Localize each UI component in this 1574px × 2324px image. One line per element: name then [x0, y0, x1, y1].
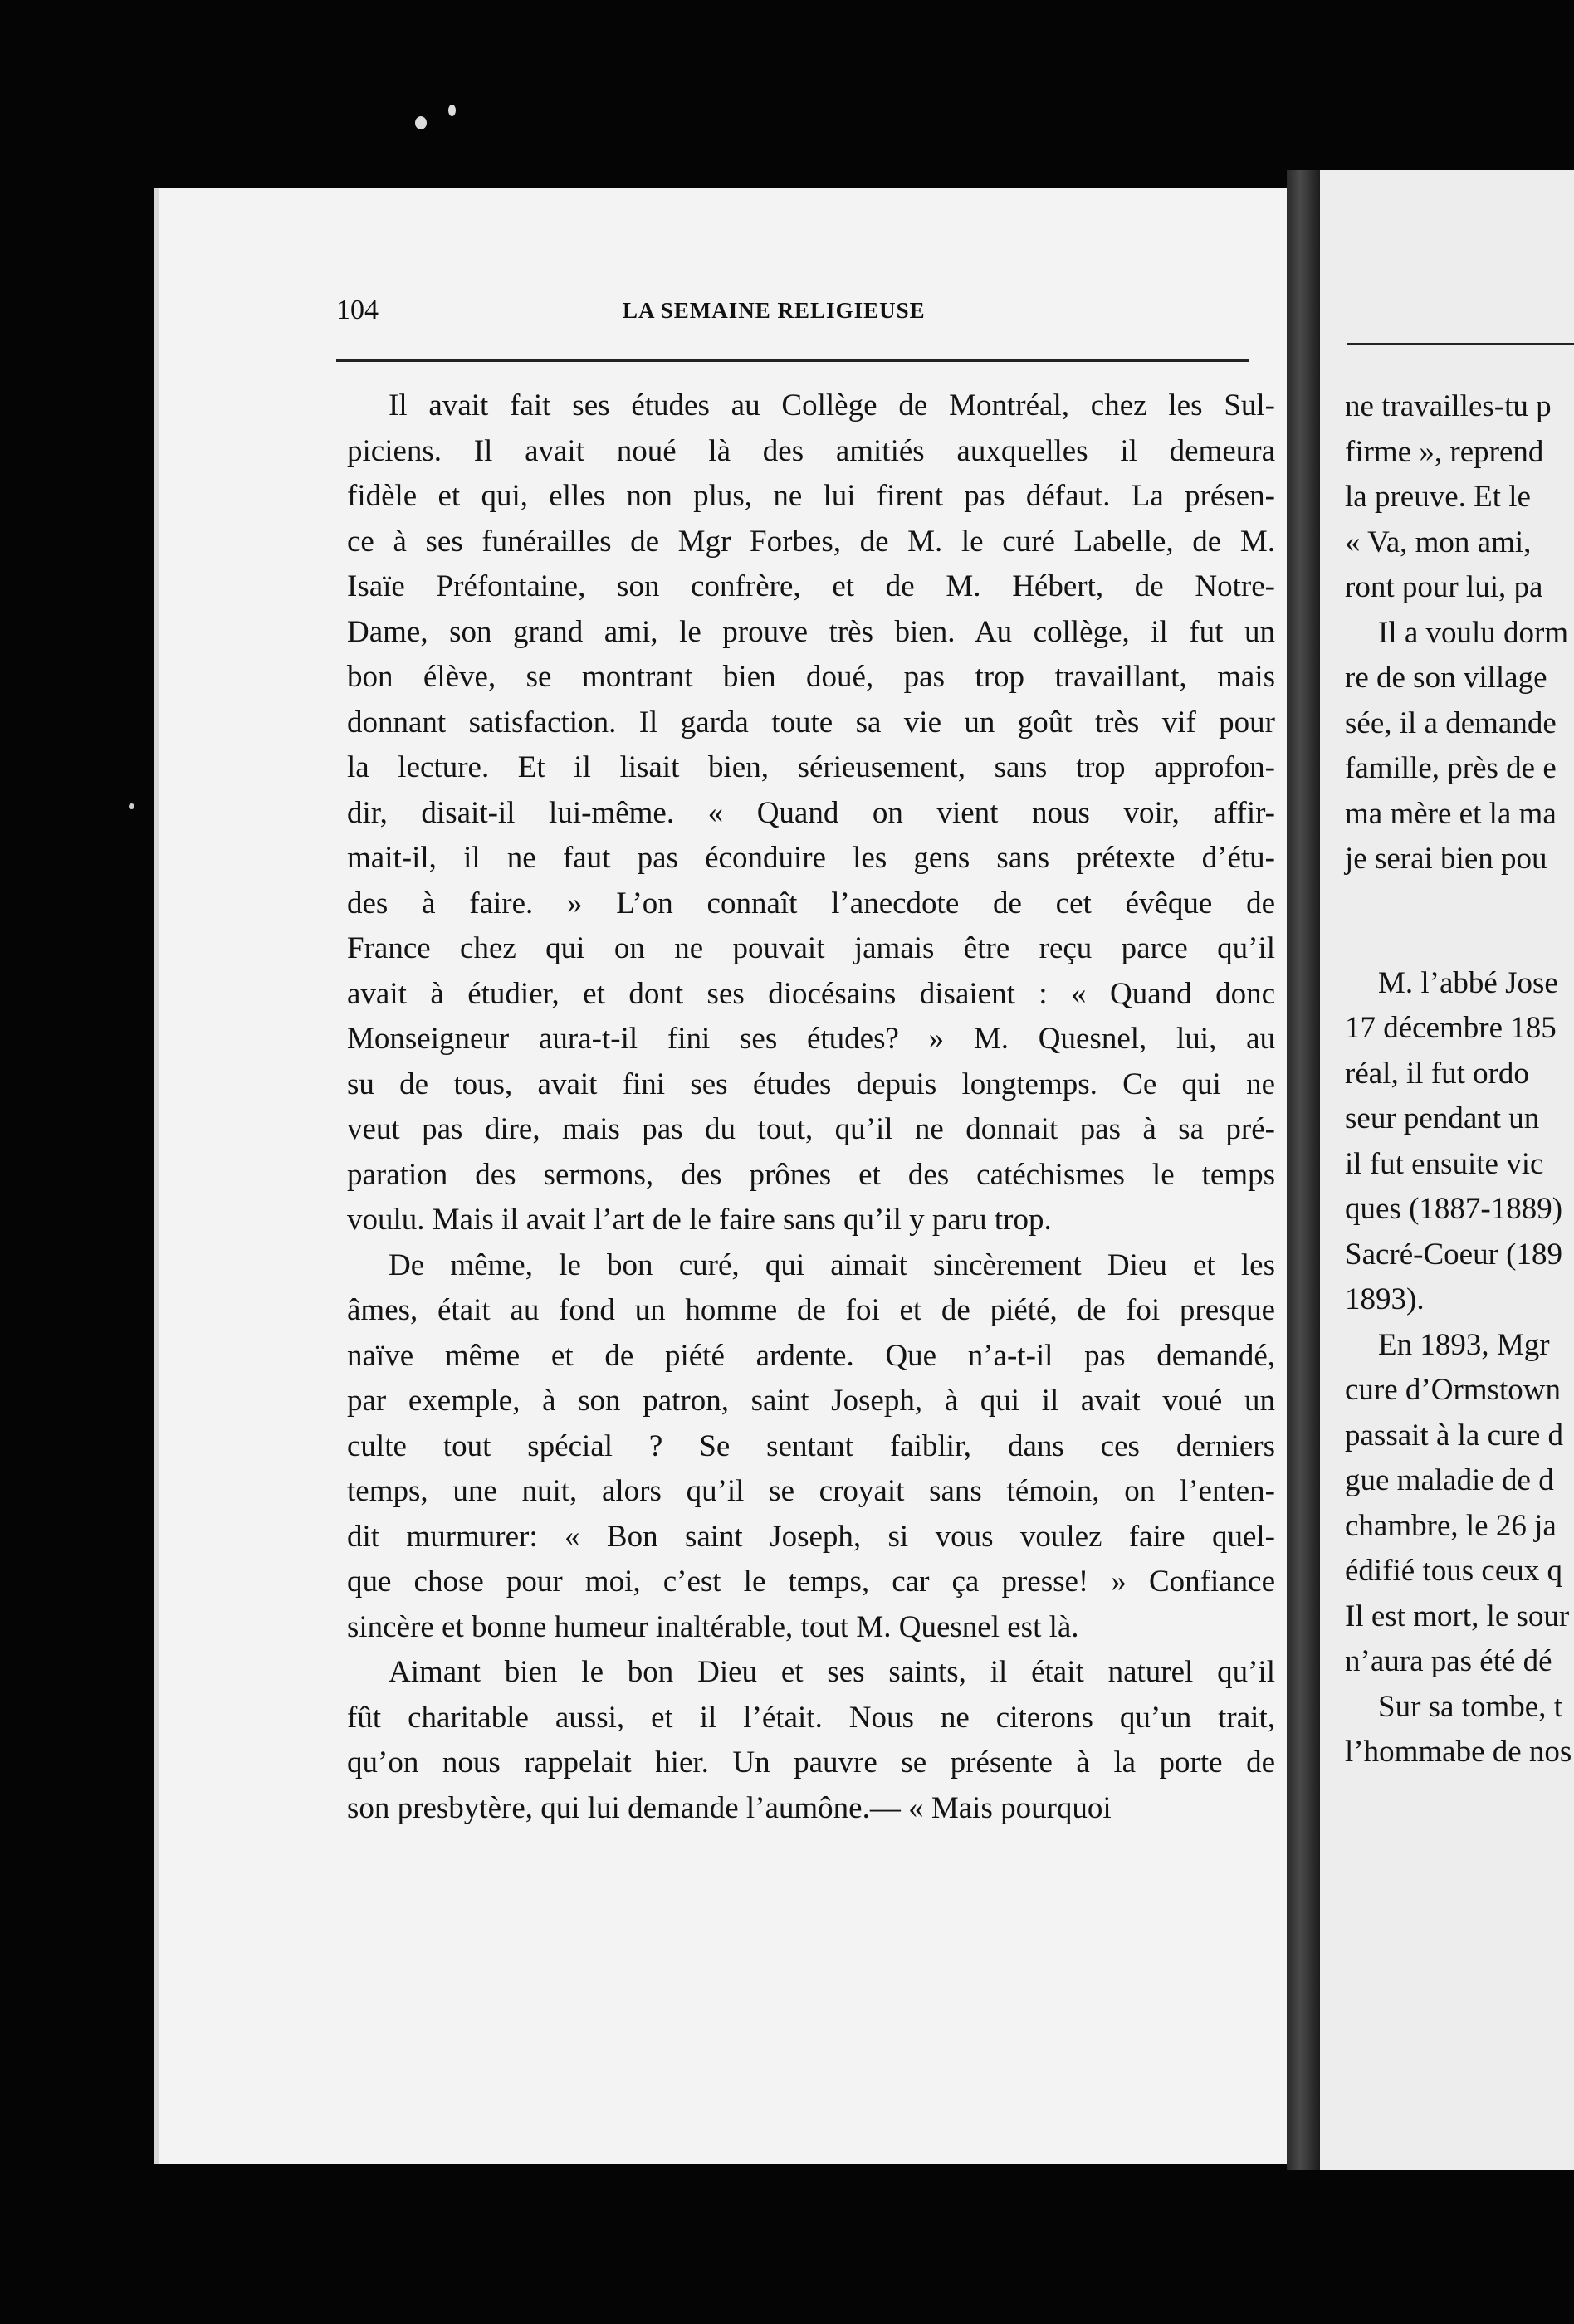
text-line: mait-il, il ne faut pas éconduire les gens sans prétexte d’étu-: [347, 841, 1275, 875]
right-text-line: re de son village: [1345, 661, 1547, 695]
text-line: âmes, était au fond un homme de foi et de piété, de foi presque: [347, 1293, 1275, 1327]
right-text-line: Il a voulu dorm: [1378, 615, 1569, 650]
text-line: culte tout spécial ? Se sentant faiblir, dans ces derniers: [347, 1428, 1275, 1463]
right-text-line: « Va, mon ami,: [1345, 525, 1532, 559]
right-text-line: 1893).: [1345, 1282, 1425, 1316]
right-text-line: édifié tous ceux q: [1345, 1554, 1562, 1588]
right-text-line: ques (1887-1889): [1345, 1192, 1563, 1226]
right-text-line: il fut ensuite vic: [1345, 1146, 1544, 1181]
right-text-line: chambre, le 26 ja: [1345, 1508, 1557, 1543]
right-text-line: M. l’abbé Jose: [1378, 965, 1558, 1000]
text-line: ce à ses funérailles de Mgr Forbes, de M. le curé Labelle, de M.: [347, 524, 1275, 559]
right-text-line: firme », reprend: [1345, 434, 1544, 469]
right-text-line: ne travailles-tu p: [1345, 389, 1552, 423]
running-head: [336, 295, 1258, 344]
right-text-line: cure d’Ormstown: [1345, 1373, 1561, 1407]
right-text-line: 17 décembre 185: [1345, 1011, 1557, 1045]
text-line: que chose pour moi, c’est le temps, car ça presse! » Confiance: [347, 1565, 1275, 1599]
right-text-line: l’hommabe de nos: [1345, 1735, 1572, 1769]
right-text-line: réal, il fut ordo: [1345, 1056, 1529, 1091]
text-line: Il avait fait ses études au Collège de Montréal, chez les Sul-: [389, 388, 1275, 422]
text-line: la lecture. Et il lisait bien, sérieusement, sans trop approfon-: [347, 750, 1275, 784]
text-line: Isaïe Préfontaine, son confrère, et de M. Hébert, de Notre-: [347, 569, 1275, 603]
text-line: veut pas dire, mais pas du tout, qu’il ne donnait pas à sa pré-: [347, 1112, 1275, 1146]
text-line: Dame, son grand ami, le prouve très bien. Au collège, il fut un: [347, 614, 1275, 649]
right-text-line: En 1893, Mgr: [1378, 1327, 1550, 1362]
text-line: naïve même et de piété ardente. Que n’a-t-il pas demandé,: [347, 1338, 1275, 1373]
right-text-line: gue maladie de d: [1345, 1463, 1554, 1497]
text-line: fût charitable aussi, et il l’était. Nous ne citerons qu’un trait,: [347, 1700, 1275, 1735]
text-line: voulu. Mais il avait l’art de le faire sans qu’il y paru trop.: [347, 1203, 1052, 1237]
right-text-line: n’aura pas été dé: [1345, 1644, 1552, 1678]
right-page: [1320, 170, 1574, 2170]
text-line: des à faire. » L’on connaît l’anecdote de cet évêque de: [347, 886, 1275, 920]
film-speck: [448, 105, 456, 116]
text-line: paration des sermons, des prônes et des catéchismes le temps: [347, 1157, 1275, 1192]
right-text-line: famille, près de e: [1345, 751, 1557, 785]
body-text: [347, 383, 1275, 1831]
text-line: qu’on nous rappelait hier. Un pauvre se présente à la porte de: [347, 1745, 1275, 1780]
right-text-line: seur pendant un: [1345, 1101, 1540, 1135]
text-line: bon élève, se montrant bien doué, pas trop travaillant, mais: [347, 660, 1275, 694]
text-line: De même, le bon curé, qui aimait sincèrement Dieu et les: [389, 1247, 1275, 1282]
right-text-line: Sacré-Coeur (189: [1345, 1237, 1562, 1272]
text-line: dit murmurer: « Bon saint Joseph, si vous voulez faire quel-: [347, 1519, 1275, 1554]
right-page-text: [1345, 384, 1574, 1775]
text-line: piciens. Il avait noué là des amitiés auxquelles il demeura: [347, 433, 1275, 468]
text-line: temps, une nuit, alors qu’il se croyait sans témoin, on l’enten-: [347, 1474, 1275, 1508]
right-text-line: passait à la cure d: [1345, 1418, 1563, 1452]
right-text-line: je serai bien pou: [1345, 842, 1547, 876]
header-rule: [336, 359, 1249, 362]
film-speck: [415, 116, 427, 129]
text-line: fidèle et qui, elles non plus, ne lui firent pas défaut. La présen-: [347, 479, 1275, 513]
text-line: donnant satisfaction. Il garda toute sa vie un goût très vif pour: [347, 705, 1275, 740]
text-line: par exemple, à son patron, saint Joseph, à qui il avait voué un: [347, 1384, 1275, 1418]
text-line: sincère et bonne humeur inaltérable, tout M. Quesnel est là.: [347, 1609, 1079, 1644]
text-line: Monseigneur aura-t-il fini ses études? » M. Quesnel, lui, au: [347, 1022, 1275, 1056]
text-line: Aimant bien le bon Dieu et ses saints, il était naturel qu’il: [389, 1655, 1275, 1689]
text-line: France chez qui on ne pouvait jamais être reçu parce qu’il: [347, 931, 1275, 965]
page-number: 104: [336, 295, 379, 325]
text-line: avait à étudier, et dont ses diocésains disaient : « Quand donc: [347, 976, 1275, 1011]
running-head-title: LA SEMAINE RELIGIEUSE: [623, 298, 926, 323]
right-text-line: ma mère et la ma: [1345, 796, 1557, 831]
right-header-rule: [1347, 343, 1574, 345]
section-gap: [1345, 882, 1574, 961]
right-text-line: Sur sa tombe, t: [1378, 1689, 1562, 1724]
right-text-line: sée, il a demande: [1345, 706, 1557, 740]
right-text-line: la preuve. Et le: [1345, 480, 1531, 514]
book-gutter: [1287, 170, 1320, 2170]
text-line: son presbytère, qui lui demande l’aumône.— « Mais pourquoi: [347, 1790, 1112, 1825]
film-speck: [129, 803, 134, 809]
right-text-line: ront pour lui, pa: [1345, 570, 1543, 604]
text-line: dir, disait-il lui-même. « Quand on vient nous voir, affir-: [347, 795, 1275, 830]
right-text-line: Il est mort, le sour: [1345, 1599, 1570, 1633]
text-line: su de tous, avait fini ses études depuis longtemps. Ce qui ne: [347, 1067, 1275, 1101]
